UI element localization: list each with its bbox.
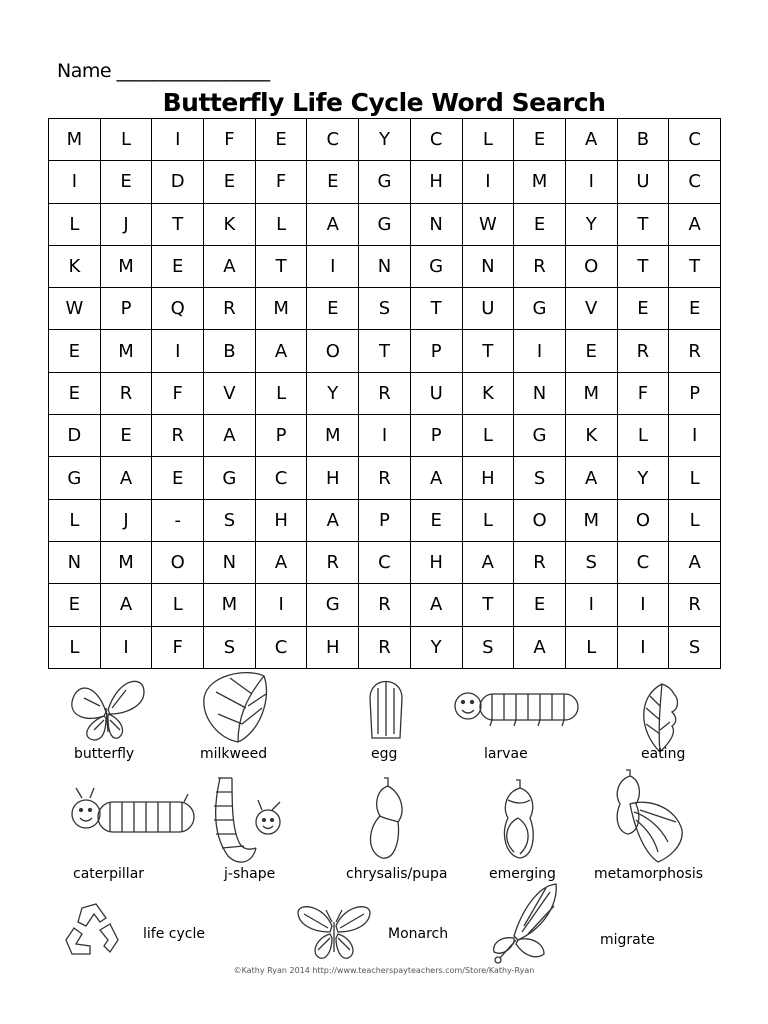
grid-cell[interactable]: Y	[410, 626, 462, 668]
grid-cell[interactable]: B	[617, 119, 669, 161]
grid-cell[interactable]: M	[100, 245, 152, 287]
grid-cell[interactable]: L	[462, 499, 514, 541]
j-shape-caterpillar-icon	[210, 774, 290, 870]
grid-cell[interactable]: A	[204, 415, 256, 457]
grid-cell[interactable]: A	[669, 203, 721, 245]
grid-cell[interactable]: C	[669, 161, 721, 203]
grid-cell[interactable]: R	[152, 415, 204, 457]
grid-cell[interactable]: P	[410, 415, 462, 457]
grid-cell[interactable]: E	[49, 372, 101, 414]
grid-cell[interactable]: E	[410, 499, 462, 541]
grid-row	[49, 245, 721, 287]
grid-cell[interactable]: E	[307, 161, 359, 203]
emerging-butterfly-icon	[490, 778, 546, 866]
grid-cell[interactable]: A	[565, 457, 617, 499]
grid-cell[interactable]: C	[669, 119, 721, 161]
grid-cell[interactable]: C	[617, 541, 669, 583]
grid-cell[interactable]: T	[152, 203, 204, 245]
grid-cell[interactable]: G	[204, 457, 256, 499]
grid-cell[interactable]: T	[359, 330, 411, 372]
grid-cell[interactable]: E	[669, 288, 721, 330]
grid-row	[49, 119, 721, 161]
grid-row	[49, 203, 721, 245]
grid-cell[interactable]: I	[669, 415, 721, 457]
grid-cell[interactable]: N	[49, 541, 101, 583]
grid-cell[interactable]: S	[359, 288, 411, 330]
grid-cell[interactable]: T	[617, 203, 669, 245]
grid-cell[interactable]: R	[359, 584, 411, 626]
grid-cell[interactable]: F	[617, 372, 669, 414]
grid-cell[interactable]: R	[617, 330, 669, 372]
grid-cell[interactable]: R	[669, 330, 721, 372]
grid-cell[interactable]: Y	[565, 203, 617, 245]
grid-cell[interactable]: J	[100, 499, 152, 541]
grid-cell[interactable]: E	[565, 330, 617, 372]
grid-cell[interactable]: M	[307, 415, 359, 457]
grid-cell[interactable]: W	[462, 203, 514, 245]
migrating-butterfly-icon	[488, 880, 562, 970]
grid-row	[49, 626, 721, 668]
grid-cell[interactable]: H	[307, 457, 359, 499]
grid-cell[interactable]: M	[514, 161, 566, 203]
grid-cell[interactable]: A	[100, 584, 152, 626]
grid-cell[interactable]: P	[410, 330, 462, 372]
grid-cell[interactable]: R	[359, 626, 411, 668]
grid-cell[interactable]: R	[669, 584, 721, 626]
grid-cell[interactable]: H	[462, 457, 514, 499]
word-monarch: Monarch	[388, 926, 449, 942]
grid-cell[interactable]: A	[669, 541, 721, 583]
grid-cell[interactable]: G	[359, 203, 411, 245]
grid-cell[interactable]: L	[462, 119, 514, 161]
grid-cell[interactable]: C	[255, 626, 307, 668]
grid-cell[interactable]: S	[669, 626, 721, 668]
grid-cell[interactable]: A	[307, 499, 359, 541]
grid-cell[interactable]: K	[565, 415, 617, 457]
grid-cell[interactable]: O	[565, 245, 617, 287]
grid-cell[interactable]: W	[49, 288, 101, 330]
grid-cell[interactable]: L	[617, 415, 669, 457]
word-metamorphosis: metamorphosis	[594, 866, 704, 882]
grid-cell[interactable]: R	[100, 372, 152, 414]
grid-cell[interactable]: U	[617, 161, 669, 203]
grid-row	[49, 161, 721, 203]
grid-cell[interactable]: P	[359, 499, 411, 541]
grid-cell[interactable]: E	[100, 415, 152, 457]
grid-cell[interactable]: M	[565, 372, 617, 414]
grid-cell[interactable]: S	[462, 626, 514, 668]
recycle-arrows-icon	[60, 900, 132, 966]
word-butterfly: butterfly	[74, 746, 135, 762]
grid-cell[interactable]: F	[255, 161, 307, 203]
grid-cell[interactable]: L	[49, 499, 101, 541]
grid-cell[interactable]: M	[204, 584, 256, 626]
grid-cell[interactable]: O	[514, 499, 566, 541]
leaf-icon	[198, 668, 274, 752]
grid-cell[interactable]: M	[565, 499, 617, 541]
word-larvae: larvae	[484, 746, 528, 762]
grid-cell[interactable]: D	[152, 161, 204, 203]
grid-cell[interactable]: L	[565, 626, 617, 668]
grid-cell[interactable]: I	[565, 584, 617, 626]
grid-cell[interactable]: O	[152, 541, 204, 583]
grid-cell[interactable]: T	[617, 245, 669, 287]
grid-cell[interactable]: R	[514, 245, 566, 287]
grid-cell[interactable]: R	[307, 541, 359, 583]
grid-row	[49, 372, 721, 414]
grid-cell[interactable]: E	[255, 119, 307, 161]
word-j-shape: j-shape	[224, 866, 276, 882]
grid-cell[interactable]: V	[204, 372, 256, 414]
grid-cell[interactable]: P	[669, 372, 721, 414]
grid-cell[interactable]: G	[410, 245, 462, 287]
grid-cell[interactable]: K	[204, 203, 256, 245]
grid-cell[interactable]: L	[152, 584, 204, 626]
grid-cell[interactable]: G	[514, 415, 566, 457]
grid-cell[interactable]: A	[410, 457, 462, 499]
grid-cell[interactable]: A	[565, 119, 617, 161]
copyright-footer: ©Kathy Ryan 2014 http://www.teacherspayteachers.com/Store/Kathy-Ryan	[233, 966, 535, 975]
grid-cell[interactable]: A	[204, 245, 256, 287]
grid-cell[interactable]: H	[410, 161, 462, 203]
grid-cell[interactable]: J	[100, 203, 152, 245]
grid-cell[interactable]: R	[359, 372, 411, 414]
grid-cell[interactable]: H	[307, 626, 359, 668]
grid-cell[interactable]: L	[49, 626, 101, 668]
grid-cell[interactable]: S	[204, 499, 256, 541]
grid-cell[interactable]: F	[152, 626, 204, 668]
grid-cell[interactable]: C	[359, 541, 411, 583]
grid-cell[interactable]: C	[307, 119, 359, 161]
grid-row	[49, 330, 721, 372]
word-egg: egg	[371, 746, 398, 762]
grid-cell[interactable]: E	[307, 288, 359, 330]
grid-cell[interactable]: K	[462, 372, 514, 414]
grid-cell[interactable]: R	[514, 541, 566, 583]
grid-cell[interactable]: T	[462, 584, 514, 626]
grid-row	[49, 499, 721, 541]
grid-cell[interactable]: D	[49, 415, 101, 457]
word-migrate: migrate	[600, 932, 655, 948]
grid-cell[interactable]: C	[410, 119, 462, 161]
grid-cell[interactable]: I	[307, 245, 359, 287]
grid-cell[interactable]: K	[49, 245, 101, 287]
grid-cell[interactable]: E	[204, 161, 256, 203]
word-caterpillar: caterpillar	[73, 866, 145, 882]
grid-cell[interactable]: L	[49, 203, 101, 245]
grid-cell[interactable]: L	[255, 372, 307, 414]
grid-cell[interactable]: G	[49, 457, 101, 499]
word-search-grid	[48, 118, 721, 669]
grid-cell[interactable]: E	[514, 119, 566, 161]
grid-cell[interactable]: R	[359, 457, 411, 499]
grid-row	[49, 457, 721, 499]
grid-row	[49, 415, 721, 457]
grid-cell[interactable]: R	[204, 288, 256, 330]
grid-cell[interactable]: S	[514, 457, 566, 499]
grid-cell[interactable]: A	[255, 541, 307, 583]
grid-cell[interactable]: I	[617, 584, 669, 626]
grid-cell[interactable]: I	[152, 330, 204, 372]
grid-cell[interactable]: L	[255, 203, 307, 245]
grid-cell[interactable]: I	[514, 330, 566, 372]
grid-cell[interactable]: U	[462, 288, 514, 330]
grid-cell[interactable]: G	[514, 288, 566, 330]
grid-cell[interactable]: S	[204, 626, 256, 668]
grid-cell[interactable]: P	[255, 415, 307, 457]
word-eating: eating	[641, 746, 686, 762]
butterfly-icon	[66, 672, 148, 748]
larva-icon	[452, 682, 584, 736]
grid-cell[interactable]: E	[514, 203, 566, 245]
grid-cell[interactable]: C	[255, 457, 307, 499]
grid-row	[49, 584, 721, 626]
grid-cell[interactable]: E	[152, 457, 204, 499]
grid-cell[interactable]: B	[204, 330, 256, 372]
grid-cell[interactable]: I	[49, 161, 101, 203]
grid-cell[interactable]: A	[410, 584, 462, 626]
grid-cell[interactable]: A	[100, 457, 152, 499]
grid-cell[interactable]: E	[100, 161, 152, 203]
grid-cell[interactable]: T	[410, 288, 462, 330]
grid-cell[interactable]: A	[514, 626, 566, 668]
grid-cell[interactable]: L	[669, 499, 721, 541]
caterpillar-icon	[68, 784, 200, 848]
grid-cell[interactable]: I	[462, 161, 514, 203]
grid-cell[interactable]: Q	[152, 288, 204, 330]
grid-cell[interactable]: N	[410, 203, 462, 245]
grid-cell[interactable]: I	[359, 415, 411, 457]
grid-cell[interactable]: Y	[359, 119, 411, 161]
grid-cell[interactable]: I	[565, 161, 617, 203]
grid-cell[interactable]: T	[462, 330, 514, 372]
grid-cell[interactable]: F	[152, 372, 204, 414]
grid-cell[interactable]: Y	[617, 457, 669, 499]
grid-cell[interactable]: E	[617, 288, 669, 330]
monarch-butterfly-icon	[294, 902, 374, 968]
grid-cell[interactable]: M	[255, 288, 307, 330]
grid-cell[interactable]: Y	[307, 372, 359, 414]
grid-cell[interactable]: I	[617, 626, 669, 668]
grid-cell[interactable]: P	[100, 288, 152, 330]
grid-cell[interactable]: G	[359, 161, 411, 203]
grid-cell[interactable]: I	[255, 584, 307, 626]
grid-cell[interactable]: E	[49, 330, 101, 372]
grid-cell[interactable]: L	[462, 415, 514, 457]
grid-cell[interactable]: I	[100, 626, 152, 668]
name-field: Name _________________	[57, 60, 270, 82]
word-chrysalis-pupa: chrysalis/pupa	[346, 866, 448, 882]
grid-row	[49, 288, 721, 330]
grid-cell[interactable]: V	[565, 288, 617, 330]
grid-cell[interactable]: M	[100, 541, 152, 583]
grid-cell[interactable]: H	[410, 541, 462, 583]
grid-cell[interactable]: S	[565, 541, 617, 583]
grid-cell[interactable]: F	[204, 119, 256, 161]
grid-cell[interactable]: M	[49, 119, 101, 161]
grid-cell[interactable]: L	[669, 457, 721, 499]
grid-cell[interactable]: O	[307, 330, 359, 372]
grid-cell[interactable]: I	[152, 119, 204, 161]
word-life-cycle: life cycle	[143, 926, 205, 942]
grid-cell[interactable]: A	[255, 330, 307, 372]
grid-cell[interactable]: G	[307, 584, 359, 626]
grid-row	[49, 541, 721, 583]
grid-cell[interactable]: L	[100, 119, 152, 161]
grid-cell[interactable]: N	[204, 541, 256, 583]
grid-cell[interactable]: N	[359, 245, 411, 287]
egg-icon	[364, 674, 408, 746]
grid-cell[interactable]: -	[152, 499, 204, 541]
word-milkweed: milkweed	[200, 746, 268, 762]
grid-cell[interactable]: N	[462, 245, 514, 287]
grid-cell[interactable]: A	[462, 541, 514, 583]
word-emerging: emerging	[489, 866, 556, 882]
grid-cell[interactable]: U	[410, 372, 462, 414]
grid-cell[interactable]: T	[669, 245, 721, 287]
grid-cell[interactable]: T	[255, 245, 307, 287]
metamorphosis-icon	[606, 768, 692, 870]
grid-cell[interactable]: E	[152, 245, 204, 287]
page-title: Butterfly Life Cycle Word Search	[162, 88, 606, 117]
grid-cell[interactable]: H	[255, 499, 307, 541]
grid-cell[interactable]: A	[307, 203, 359, 245]
grid-cell[interactable]: E	[514, 584, 566, 626]
grid-cell[interactable]: E	[49, 584, 101, 626]
grid-cell[interactable]: O	[617, 499, 669, 541]
grid-cell[interactable]: M	[100, 330, 152, 372]
grid-cell[interactable]: N	[514, 372, 566, 414]
chrysalis-icon	[360, 776, 412, 866]
